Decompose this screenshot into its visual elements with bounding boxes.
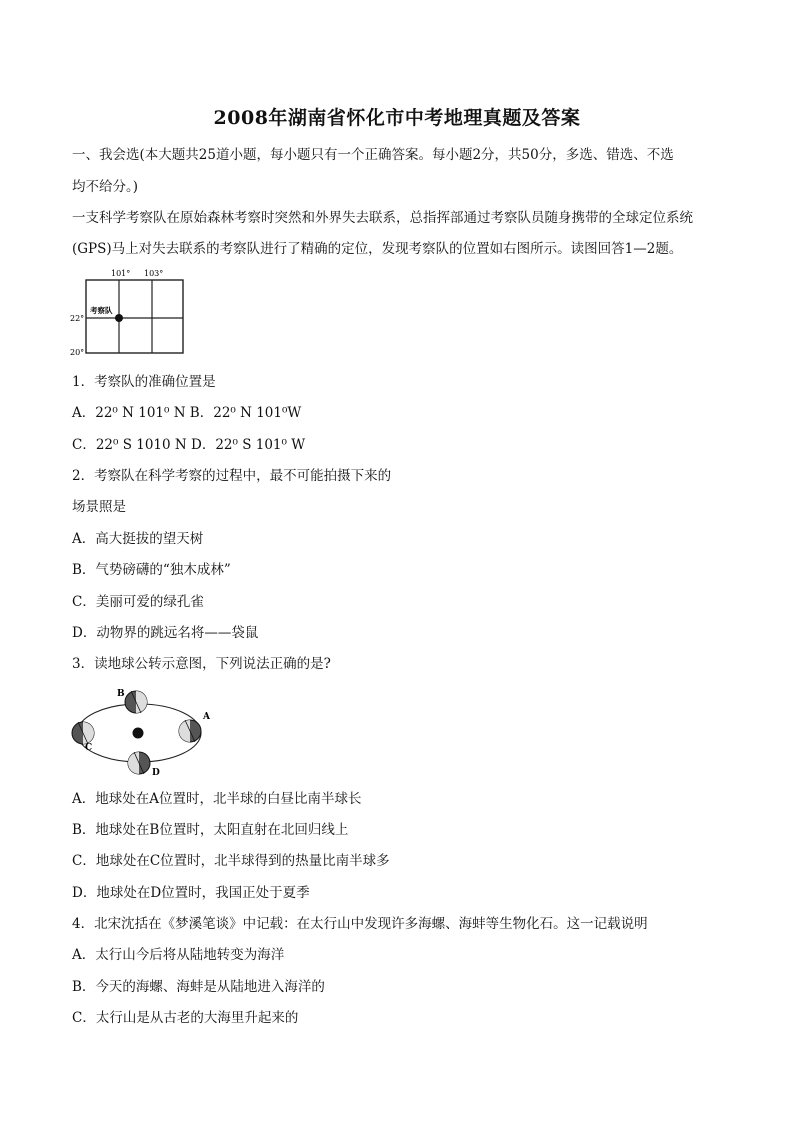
team-position-marker bbox=[115, 314, 123, 322]
q4-option-c: C．太行山是从古老的大海里升起来的 bbox=[72, 1010, 299, 1026]
q2-option-d: D．动物界的跳远名将——袋鼠 bbox=[72, 625, 259, 641]
lon-label-101: 101° bbox=[111, 269, 131, 278]
q2-option-c: C．美丽可爱的绿孔雀 bbox=[72, 594, 204, 610]
earth-icon bbox=[72, 722, 94, 744]
section-heading: 一、我会选(本大题共25道小题，每小题只有一个正确答案。每小题2分，共50分，多选、错选、不选 bbox=[72, 147, 674, 163]
q4-option-a: A．太行山今后将从陆地转变为海洋 bbox=[72, 947, 285, 963]
q4-option-b: B．今天的海螺、海蚌是从陆地进入海洋的 bbox=[72, 979, 325, 995]
q3-option-d: D．地球处在D位置时，我国正处于夏季 bbox=[72, 885, 310, 901]
lat-label-22: 22° bbox=[70, 314, 85, 323]
q1-stem: 1．考察队的准确位置是 bbox=[72, 374, 216, 390]
section-heading-cont: 均不给分。) bbox=[72, 179, 139, 195]
q2-stem: 2．考察队在科学考察的过程中，最不可能拍摄下来的 bbox=[72, 468, 392, 484]
q3-stem: 3．读地球公转示意图，下列说法正确的是? bbox=[72, 656, 331, 672]
intro-text: 一支科学考察队在原始森林考察时突然和外界失去联系，总指挥部通过考察队员随身携带的全球定位系统 bbox=[72, 210, 693, 226]
grid-frame bbox=[86, 280, 183, 353]
q3-option-c: C．地球处在C位置时，北半球得到的热量比南半球多 bbox=[72, 853, 390, 869]
q3-option-a: A．地球处在A位置时，北半球的白昼比南半球长 bbox=[72, 791, 362, 807]
gps-grid-figure bbox=[66, 266, 190, 358]
position-label-b: B bbox=[117, 689, 125, 699]
page-title: 2008年湖南省怀化市中考地理真题及答案 bbox=[213, 107, 581, 129]
earth-orbit-figure bbox=[66, 683, 216, 779]
q2-option-a: A．高大挺拔的望天树 bbox=[72, 531, 204, 547]
q2-stem-cont: 场景照是 bbox=[72, 499, 126, 515]
earth-icon bbox=[179, 720, 201, 742]
q1-options-ab: A．22⁰ N 101⁰ N B．22⁰ N 101⁰W bbox=[72, 405, 302, 421]
position-label-d: D bbox=[152, 768, 160, 778]
sun-icon bbox=[133, 728, 144, 739]
earth-icon bbox=[125, 691, 147, 713]
position-label-c: C bbox=[85, 743, 93, 753]
q1-options-cd: C．22⁰ S 1010 N D．22⁰ S 101⁰ W bbox=[72, 437, 306, 453]
earth-icon bbox=[128, 752, 150, 774]
lon-label-103: 103° bbox=[144, 269, 164, 278]
lat-label-20: 20° bbox=[70, 348, 85, 357]
position-label-a: A bbox=[203, 712, 210, 722]
q2-option-b: B．气势磅礴的“独木成林” bbox=[72, 562, 231, 578]
intro-text-cont: (GPS)马上对失去联系的考察队进行了精确的定位，发现考察队的位置如右图所示。读图回答1—2题。 bbox=[72, 241, 683, 257]
team-label: 考察队 bbox=[90, 306, 113, 315]
q4-stem: 4．北宋沈括在《梦溪笔谈》中记载：在太行山中发现许多海螺、海蚌等生物化石。这一记载说明 bbox=[72, 916, 648, 932]
q3-option-b: B．地球处在B位置时，太阳直射在北回归线上 bbox=[72, 822, 349, 838]
